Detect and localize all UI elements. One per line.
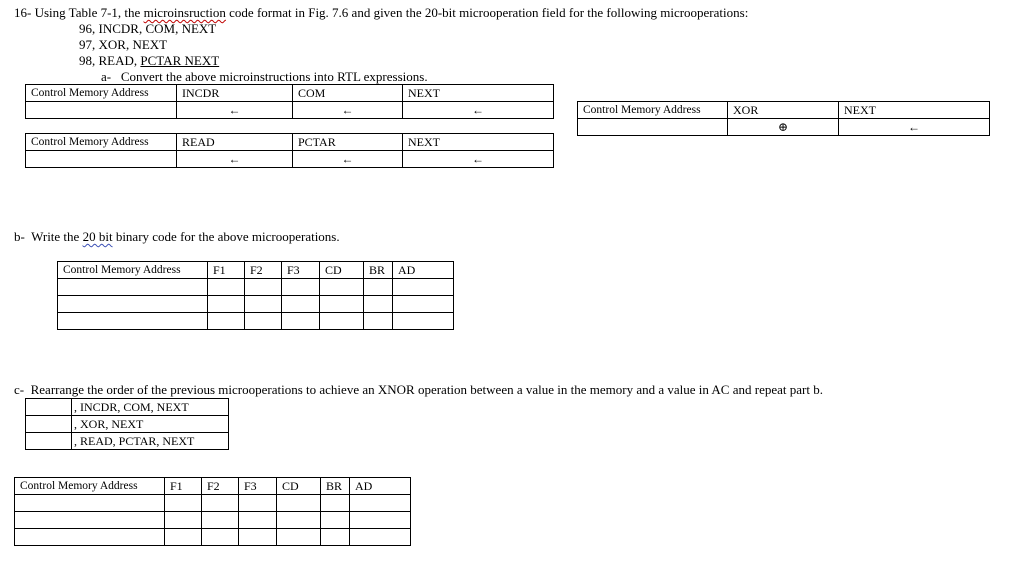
tb-header-address: Control Memory Address [58, 262, 208, 279]
table-cell[interactable] [282, 296, 320, 313]
table-cell[interactable] [364, 296, 393, 313]
table1-com-arrow[interactable]: ← [293, 102, 403, 119]
table-cell[interactable] [58, 313, 208, 330]
table3-header-pctar: PCTAR [293, 134, 403, 151]
tb-header-br: BR [364, 262, 393, 279]
table-cell[interactable] [202, 529, 239, 546]
part-b-underlined: 20 bit [82, 229, 113, 244]
question-text-after: code format in Fig. 7.6 and given the 20-bit microoperation field for the following microoperations: [225, 5, 749, 20]
table-cell[interactable] [15, 529, 165, 546]
table-row [15, 512, 411, 529]
table-cell[interactable] [321, 512, 350, 529]
microinstruction-98 [79, 53, 219, 68]
microinstruction-98-underlined: PCTAR NEXT [140, 53, 220, 68]
table-cell[interactable] [239, 512, 277, 529]
rtl-table-1 [25, 84, 554, 119]
table-cell[interactable] [165, 512, 202, 529]
tc-header-address: Control Memory Address [15, 478, 165, 495]
part-c-text: Rearrange the order of the previous microoperations to achieve an XNOR operation between a value in the memory and a value in AC and repeat part b. [30, 382, 823, 397]
table-cell[interactable] [277, 529, 321, 546]
table-cell[interactable] [58, 279, 208, 296]
table1-header-incdr: INCDR [177, 85, 293, 102]
table-cell[interactable] [393, 296, 454, 313]
table-cell[interactable] [245, 279, 282, 296]
table-cell[interactable] [239, 495, 277, 512]
tb-header-ad: AD [393, 262, 454, 279]
table-cell[interactable] [202, 495, 239, 512]
table-row [26, 433, 229, 450]
table-cell[interactable] [15, 495, 165, 512]
table-row [58, 296, 454, 313]
table-cell[interactable] [282, 279, 320, 296]
table2-address-cell[interactable] [578, 119, 728, 136]
tc-header-br: BR [321, 478, 350, 495]
table-cell[interactable] [350, 512, 411, 529]
part-b-text-before: Write the [31, 229, 83, 244]
table-cell[interactable] [282, 313, 320, 330]
part-a-label: a- [101, 69, 112, 84]
table2-xor-symbol[interactable]: ⊕ [728, 119, 839, 136]
table2-header-address: Control Memory Address [578, 102, 728, 119]
table3-header-read: READ [177, 134, 293, 151]
part-c-label: c- [14, 382, 25, 397]
table1-header-com: COM [293, 85, 403, 102]
part-a-instruction [101, 69, 428, 84]
order-row-2: , XOR, NEXT [72, 416, 229, 433]
part-c-instruction [14, 382, 823, 397]
tb-header-cd: CD [320, 262, 364, 279]
tb-header-f1: F1 [208, 262, 245, 279]
table-cell[interactable] [321, 529, 350, 546]
table-cell[interactable] [393, 313, 454, 330]
table-cell[interactable] [393, 279, 454, 296]
microinstruction-98-prefix: 98, READ, [79, 53, 141, 68]
table-cell[interactable] [208, 296, 245, 313]
table-cell[interactable] [321, 495, 350, 512]
part-b-text-after: binary code for the above microoperations. [112, 229, 340, 244]
table3-pctar-arrow[interactable]: ← [293, 151, 403, 168]
table-cell[interactable] [364, 313, 393, 330]
table3-header-next: NEXT [403, 134, 554, 151]
table-cell[interactable] [202, 512, 239, 529]
table-row [26, 399, 229, 416]
table-row [26, 416, 229, 433]
table1-header-address: Control Memory Address [26, 85, 177, 102]
table-row [15, 495, 411, 512]
order-address-cell[interactable] [26, 399, 72, 416]
table3-address-cell[interactable] [26, 151, 177, 168]
table-cell[interactable] [350, 529, 411, 546]
table-cell[interactable] [245, 313, 282, 330]
order-row-3: , READ, PCTAR, NEXT [72, 433, 229, 450]
tb-header-f3: F3 [282, 262, 320, 279]
tb-header-f2: F2 [245, 262, 282, 279]
table2-header-xor: XOR [728, 102, 839, 119]
order-row-1: , INCDR, COM, NEXT [72, 399, 229, 416]
misspelled-word: microinsruction [143, 5, 226, 20]
question-number: 16- [14, 5, 32, 20]
table-cell[interactable] [165, 529, 202, 546]
table1-header-next: NEXT [403, 85, 554, 102]
question-text-before: Using Table 7-1, the [34, 5, 144, 20]
table-cell[interactable] [239, 529, 277, 546]
tc-header-ad: AD [350, 478, 411, 495]
table1-address-cell[interactable] [26, 102, 177, 119]
question-line [14, 5, 748, 20]
tc-header-f3: F3 [239, 478, 277, 495]
tc-header-f2: F2 [202, 478, 239, 495]
tc-header-cd: CD [277, 478, 321, 495]
table-row [15, 529, 411, 546]
table3-next-arrow[interactable]: ← [403, 151, 554, 168]
table-cell[interactable] [277, 495, 321, 512]
order-address-cell[interactable] [26, 433, 72, 450]
table-cell[interactable] [320, 296, 364, 313]
order-table [25, 398, 229, 450]
microinstruction-96: 96, INCDR, COM, NEXT [79, 21, 217, 36]
table3-read-arrow[interactable]: ← [177, 151, 293, 168]
table-cell[interactable] [320, 313, 364, 330]
table-cell[interactable] [208, 279, 245, 296]
binary-code-table-b [57, 261, 454, 330]
table-cell[interactable] [15, 512, 165, 529]
part-b-label: b- [14, 229, 25, 244]
tc-header-f1: F1 [165, 478, 202, 495]
table-cell[interactable] [165, 495, 202, 512]
table-cell[interactable] [245, 296, 282, 313]
table2-header-next: NEXT [839, 102, 990, 119]
table-cell[interactable] [277, 512, 321, 529]
table1-incdr-arrow[interactable]: ← [177, 102, 293, 119]
table-row [58, 313, 454, 330]
rtl-table-3 [25, 133, 554, 168]
table-cell[interactable] [320, 279, 364, 296]
binary-code-table-c [14, 477, 411, 546]
table2-next-arrow[interactable]: ← [839, 119, 990, 136]
table-cell[interactable] [350, 495, 411, 512]
table-cell[interactable] [58, 296, 208, 313]
table3-header-address: Control Memory Address [26, 134, 177, 151]
part-a-text: Convert the above microinstructions into RTL expressions. [120, 69, 428, 84]
order-address-cell[interactable] [26, 416, 72, 433]
rtl-table-2 [577, 101, 990, 136]
microinstruction-97: 97, XOR, NEXT [79, 37, 168, 52]
part-b-instruction [14, 229, 340, 244]
table-cell[interactable] [208, 313, 245, 330]
table1-next-arrow[interactable]: ← [403, 102, 554, 119]
table-row [58, 279, 454, 296]
table-cell[interactable] [364, 279, 393, 296]
